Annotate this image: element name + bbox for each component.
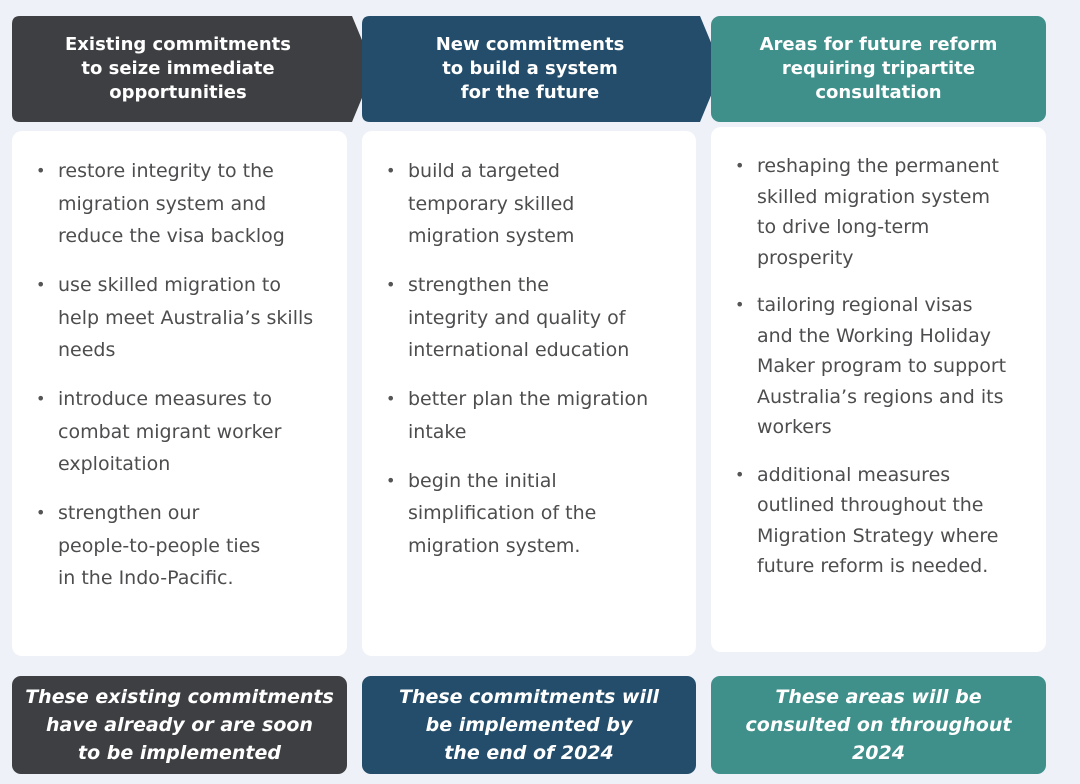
column-2-footer-text: These commitments will be implemented by the end of 2024 xyxy=(399,686,659,764)
column-1-header xyxy=(12,16,374,122)
list-item: • strengthen our people-to-people ties in the Indo-Pacific. xyxy=(58,497,337,595)
column-2-header xyxy=(362,16,722,122)
bullet-icon: • xyxy=(36,275,46,294)
column-2-footer xyxy=(362,676,696,774)
bullet-icon: • xyxy=(735,156,745,175)
bullet-icon: • xyxy=(386,470,396,490)
column-3-list xyxy=(711,127,1046,582)
bullet-icon: • xyxy=(735,295,745,314)
column-3-panel xyxy=(711,127,1046,652)
bullet-icon: • xyxy=(36,389,46,408)
column-1-header-title: Existing commitments to seize immediate opportunities xyxy=(65,34,291,103)
column-1-footer-text: These existing commitments have already or are soon to be implemented xyxy=(25,686,334,764)
bullet-icon: • xyxy=(36,503,46,522)
column-2-header-title: New commitments to build a system for the future xyxy=(435,34,625,103)
list-item: • strengthen the integrity and quality of international education xyxy=(408,269,686,367)
column-1-panel xyxy=(12,131,347,656)
bullet-icon: • xyxy=(386,389,396,408)
list-item: • introduce measures to combat migrant worker exploitation xyxy=(58,383,337,481)
column-1-list xyxy=(12,131,347,595)
bullet-icon: • xyxy=(386,275,396,294)
column-3-footer-text: These areas will be consulted on throughout 2024 xyxy=(745,686,1012,764)
column-3-header xyxy=(711,16,1046,122)
list-item: • tailoring regional visas and the Working Holiday Maker program to support Australia’s regions and its workers xyxy=(757,290,1036,443)
list-item: • reshaping the permanent skilled migration system to drive long-term prosperity xyxy=(757,151,1036,273)
bullet-icon: • xyxy=(36,161,46,180)
bullet-icon: • xyxy=(386,161,396,180)
list-item: • use skilled migration to help meet Australia’s skills needs xyxy=(58,269,337,367)
list-item: • build a targeted temporary skilled migration system xyxy=(408,155,686,253)
list-item: • begin the initial simplification of the migration system. xyxy=(408,465,686,563)
bullet-icon: • xyxy=(735,464,745,484)
list-item: • better plan the migration intake xyxy=(408,383,686,448)
column-1-footer xyxy=(12,676,347,774)
column-3-footer xyxy=(711,676,1046,774)
list-item: • additional measures outlined throughout the Migration Strategy where future reform is needed. xyxy=(757,460,1036,582)
column-2-list xyxy=(362,131,696,562)
list-item: • restore integrity to the migration system and reduce the visa backlog xyxy=(58,155,337,253)
column-2-panel xyxy=(362,131,696,656)
column-3-header-title: Areas for future reform requiring tripartite consultation xyxy=(759,34,998,103)
